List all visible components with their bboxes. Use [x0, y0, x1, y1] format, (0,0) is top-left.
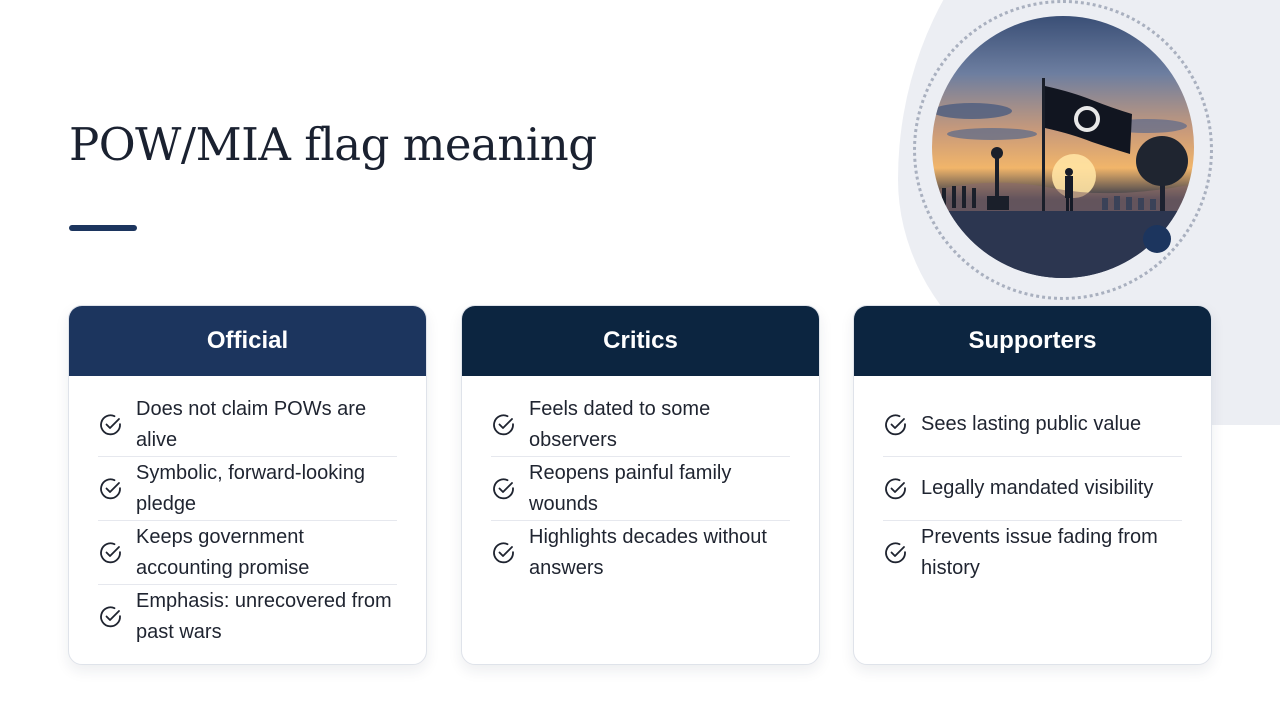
check-circle-icon [491, 476, 517, 502]
list-item [98, 393, 397, 457]
list-item [883, 393, 1182, 457]
card-heading: Critics [462, 306, 819, 376]
title-accent-bar [69, 225, 137, 231]
card-critics [461, 305, 820, 665]
list-item [98, 457, 397, 521]
check-circle-icon [98, 540, 124, 566]
check-circle-icon [98, 604, 124, 630]
item-text: Highlights decades without answers [529, 526, 767, 579]
item-text: Legally mandated visibility [921, 477, 1154, 499]
check-circle-icon [883, 476, 909, 502]
item-text: Reopens painful family wounds [529, 461, 732, 515]
card-list [854, 376, 1211, 585]
item-text: Does not claim POWs are alive [136, 397, 367, 451]
list-item [98, 521, 397, 585]
item-text: Sees lasting public value [921, 413, 1142, 435]
check-circle-icon [883, 412, 909, 438]
check-circle-icon [883, 540, 909, 566]
page-title: POW/MIA flag meaning [69, 118, 597, 171]
item-text: Prevents issue fading from history [921, 526, 1158, 579]
card-list [69, 376, 426, 649]
decorative-dot [1143, 225, 1171, 253]
check-circle-icon [491, 412, 517, 438]
list-item [491, 521, 790, 585]
list-item [883, 457, 1182, 521]
card-list [462, 376, 819, 585]
check-circle-icon [98, 412, 124, 438]
item-text: Keeps government accounting promise [136, 525, 310, 579]
card-heading: Supporters [854, 306, 1211, 376]
list-item [491, 393, 790, 457]
item-text: Emphasis: unrecovered from past wars [136, 590, 392, 643]
check-circle-icon [98, 476, 124, 502]
item-text: Symbolic, forward-looking pledge [136, 461, 365, 515]
card-official [68, 305, 427, 665]
card-heading: Official [69, 306, 426, 376]
list-item [883, 521, 1182, 585]
check-circle-icon [491, 540, 517, 566]
list-item [491, 457, 790, 521]
item-text: Feels dated to some observers [529, 397, 711, 451]
card-supporters [853, 305, 1212, 665]
list-item [98, 585, 397, 649]
